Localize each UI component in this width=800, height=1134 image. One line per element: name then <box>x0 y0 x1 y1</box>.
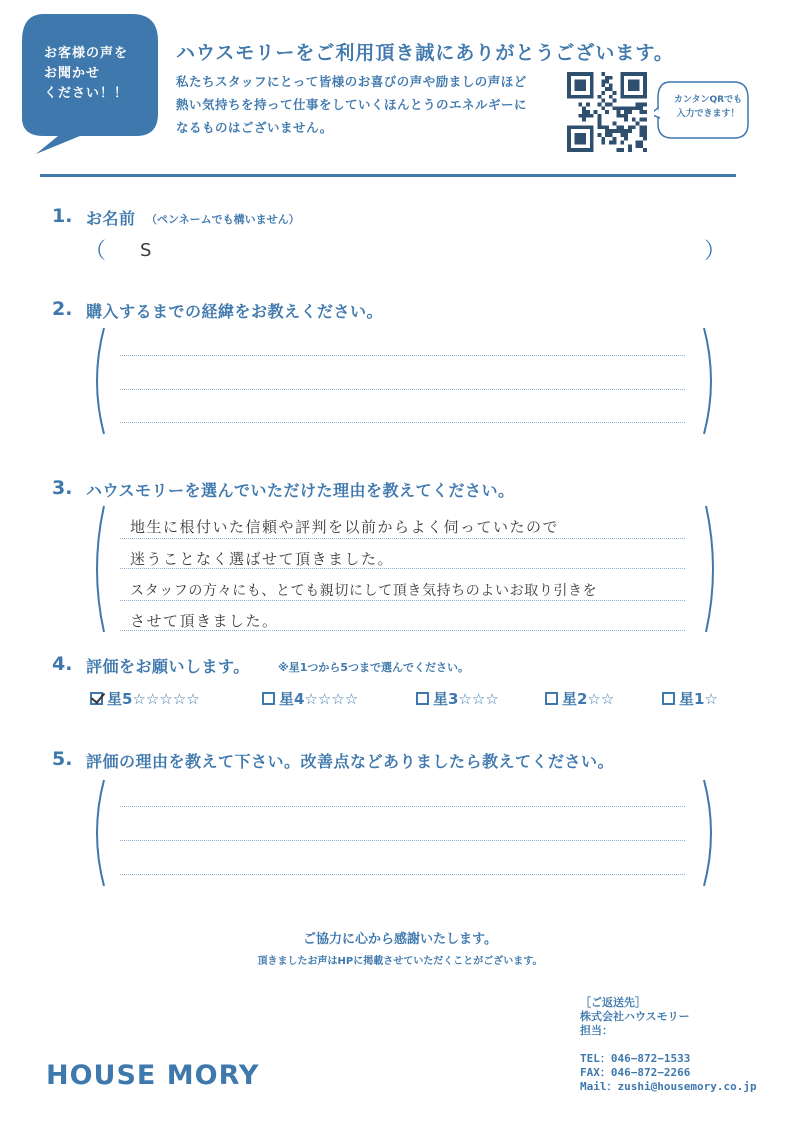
bubble-line-3: ください！！ <box>44 86 129 101</box>
q1-open-paren: （ <box>84 239 107 264</box>
rating-4-label: 星4☆☆☆☆ <box>279 690 359 708</box>
contact-tel: TEL：046−872−1533 <box>580 1052 691 1065</box>
rating-2-checkbox[interactable] <box>545 692 558 705</box>
q1-label: お名前 <box>86 209 136 228</box>
header-line-3: なるものはございません。 <box>176 120 333 135</box>
rating-5-label: 星5☆☆☆☆☆ <box>107 690 200 708</box>
q2-answer-line-2[interactable] <box>120 389 685 390</box>
q1-number: 1. <box>52 205 73 227</box>
q2-answer-line-1[interactable] <box>120 355 685 356</box>
q5-close-bracket <box>700 778 720 888</box>
contact-company: 株式会社ハウスモリー <box>580 1010 690 1023</box>
q4-note: ※星1つから5つまで選んでください。 <box>278 661 470 674</box>
q3-number: 3. <box>52 477 73 499</box>
rating-option-1[interactable] <box>662 688 718 709</box>
q3-close-bracket <box>702 504 722 634</box>
q5-answer-line-1[interactable] <box>120 806 685 807</box>
rating-4-checkbox[interactable] <box>262 692 275 705</box>
q3-answer-3[interactable]: スタッフの方々にも、とても親切にして頂き気持ちのよいお取り引きを <box>130 583 598 599</box>
q5-number: 5. <box>52 748 73 770</box>
header-line-1: 私たちスタッフにとって皆様のお喜びの声や励ましの声ほど <box>176 74 527 89</box>
contact-person: 担当： <box>580 1024 613 1037</box>
qr-note-line-1: カンタンQRでも <box>673 95 743 105</box>
header-title: ハウスモリーをご利用頂き誠にありがとうございます。 <box>176 42 674 64</box>
footer-thanks: ご協力に心から感謝いたします。 <box>303 932 497 947</box>
q3-answer-2[interactable]: 迷うことなく選ばせて頂きました。 <box>130 550 395 568</box>
rating-1-checkbox[interactable] <box>662 692 675 705</box>
footer-note: 頂きましたお声はHPに掲載させていただくことがございます。 <box>257 956 543 967</box>
rating-option-5[interactable] <box>90 688 200 709</box>
contact-fax: FAX：046−872−2266 <box>580 1066 691 1079</box>
q1-note: （ペンネームでも構いません） <box>146 213 300 226</box>
rating-5-checkbox[interactable] <box>90 692 103 705</box>
q3-answer-4[interactable]: させて頂きました。 <box>130 612 279 630</box>
qr-code-icon[interactable] <box>567 72 647 152</box>
header-line-2: 熱い気持ちを持って仕事をしていくほんとうのエネルギーに <box>176 97 528 112</box>
rating-3-checkbox[interactable] <box>416 692 429 705</box>
q2-number: 2. <box>52 298 73 320</box>
q1-answer[interactable]: S <box>140 240 154 261</box>
house-mory-logo: HOUSE MORY <box>46 1060 260 1091</box>
q5-open-bracket <box>88 778 108 888</box>
q5-label: 評価の理由を教えて下さい。改善点などありましたら教えてください。 <box>86 752 615 771</box>
q2-answer-line-3[interactable] <box>120 422 685 423</box>
rating-option-2[interactable] <box>545 688 614 709</box>
q1-close-paren: ） <box>704 239 727 264</box>
rating-2-label: 星2☆☆ <box>562 690 615 708</box>
rating-option-4[interactable] <box>262 688 358 709</box>
q3-answer-1[interactable]: 地生に根付いた信頼や評判を以前からよく伺っていたので <box>130 518 560 536</box>
q2-open-bracket <box>88 326 108 436</box>
q3-open-bracket <box>88 504 108 634</box>
q5-answer-line-2[interactable] <box>120 840 685 841</box>
q2-label: 購入するまでの経緯をお教えください。 <box>86 302 384 321</box>
contact-mail[interactable]: Mail：zushi@housemory.co.jp <box>580 1080 757 1093</box>
q4-number: 4. <box>52 653 73 675</box>
rating-1-label: 星1☆ <box>679 690 718 708</box>
q5-answer-line-3[interactable] <box>120 874 685 875</box>
bubble-line-1: お客様の声を <box>44 46 129 61</box>
rating-3-label: 星3☆☆☆ <box>433 690 499 708</box>
rating-option-3[interactable] <box>416 688 499 709</box>
q3-answer-line-3 <box>120 600 685 601</box>
bubble-line-2: お聞かせ <box>44 66 101 81</box>
q4-label: 評価をお願いします。 <box>86 657 250 676</box>
qr-note-line-2: 入力できます！ <box>676 109 740 119</box>
header-divider <box>40 174 736 177</box>
q3-answer-line-1 <box>120 538 685 539</box>
q2-close-bracket <box>700 326 720 436</box>
q3-label: ハウスモリーを選んでいただけた理由を教えてください。 <box>86 481 515 500</box>
contact-heading: ［ご返送先］ <box>580 996 646 1009</box>
